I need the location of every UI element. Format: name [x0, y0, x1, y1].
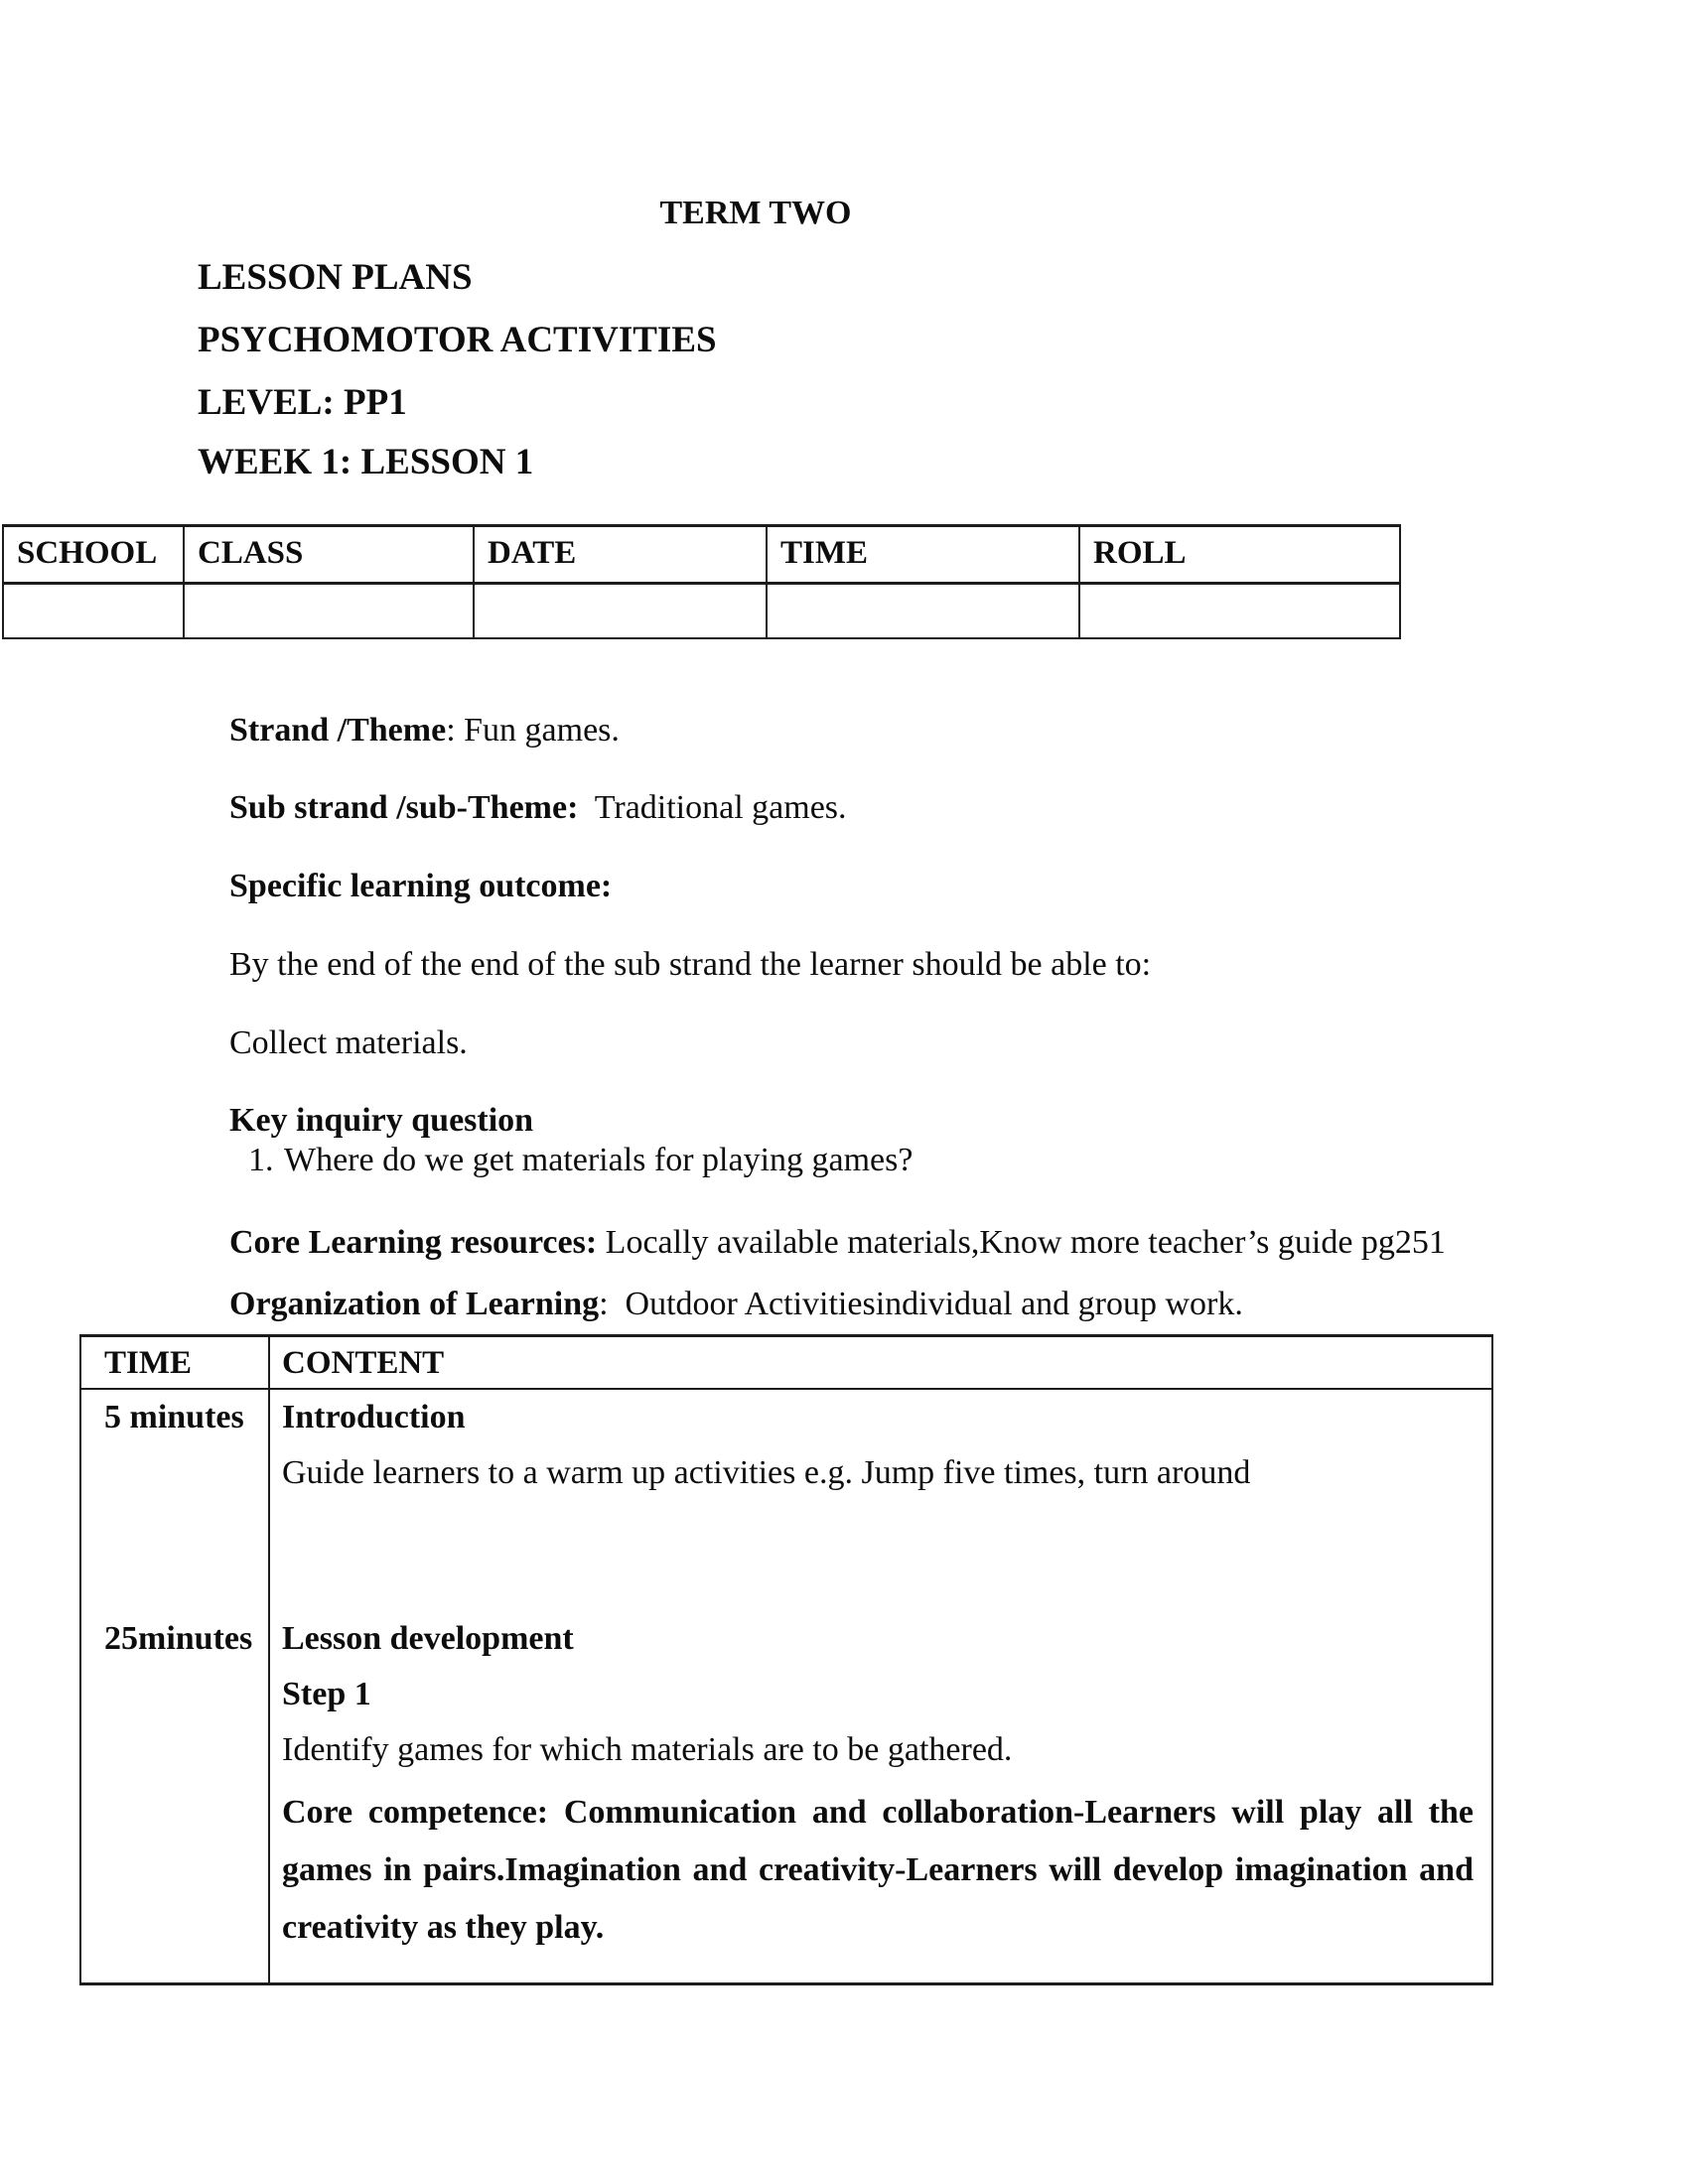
- info-header-time: TIME: [767, 526, 1079, 584]
- info-header-class: CLASS: [184, 526, 474, 584]
- key-inquiry-label: Key inquiry question: [229, 1101, 534, 1139]
- schedule-content-column: [270, 1390, 1491, 1982]
- info-cell-date: [474, 584, 767, 639]
- info-cell-time: [767, 584, 1079, 639]
- info-cell-school: [3, 584, 184, 639]
- core-resources-value: Locally available materials,Know more teacher’s guide pg251: [597, 1223, 1446, 1261]
- schedule-table: [79, 1334, 1493, 1985]
- content-introduction-title: Introduction: [282, 1399, 466, 1435]
- schedule-time-row2: 25minutes: [104, 1620, 253, 1657]
- content-step-label: Step 1: [282, 1676, 371, 1712]
- heading-level: LEVEL: PP1: [198, 382, 407, 423]
- info-table-blank-row: [3, 584, 1400, 639]
- schedule-header-time: TIME: [81, 1337, 270, 1390]
- inquiry-item-question: Where do we get materials for playing games?: [284, 1142, 914, 1178]
- content-identify-games: Identify games for which materials are to be gathered.: [282, 1731, 1013, 1768]
- info-cell-roll: [1079, 584, 1400, 639]
- specific-outcome-label: Specific learning outcome:: [229, 867, 613, 904]
- page-title: TERM TWO: [659, 195, 852, 231]
- content-introduction-body: Guide learners to a warm up activities e.g. Jump five times, turn around: [282, 1454, 1251, 1491]
- schedule-time-column: [81, 1390, 270, 1982]
- content-core-competence: Core competence: Communication and collaboration-Learners will play all the games in pairs.Imagination and creativity-Learners will develop imagination and creativity as they play.: [282, 1794, 1474, 1946]
- info-table: [2, 524, 1401, 639]
- heading-lesson-plans: LESSON PLANS: [198, 257, 473, 298]
- schedule-time-row1: 5 minutes: [104, 1399, 244, 1435]
- info-header-school: SCHOOL: [3, 526, 184, 584]
- schedule-header-content: CONTENT: [270, 1337, 1491, 1390]
- info-header-date: DATE: [474, 526, 767, 584]
- core-resources-label: Core Learning resources:: [229, 1223, 598, 1261]
- strand-theme-label: Strand /Theme: [229, 711, 447, 749]
- collect-materials-text: Collect materials.: [229, 1024, 468, 1061]
- heading-psychomotor-activities: PSYCHOMOTOR ACTIVITIES: [198, 320, 717, 360]
- outcome-intro-text: By the end of the end of the sub strand the learner should be able to:: [229, 945, 1152, 983]
- organization-label: Organization of Learning: [229, 1285, 600, 1322]
- inquiry-item-number: 1.: [248, 1142, 274, 1178]
- info-cell-class: [184, 584, 474, 639]
- inquiry-list-item: [248, 1142, 913, 1179]
- heading-week-lesson: WEEK 1: LESSON 1: [198, 442, 534, 482]
- info-header-roll: ROLL: [1079, 526, 1400, 584]
- strand-theme-value: : Fun games.: [446, 711, 620, 749]
- info-table-header-row: [3, 526, 1400, 584]
- sub-strand-value: Traditional games.: [578, 788, 847, 826]
- content-lesson-development-title: Lesson development: [282, 1620, 574, 1657]
- organization-value: : Outdoor Activitiesindividual and group work.: [599, 1285, 1243, 1322]
- sub-strand-label: Sub strand /sub-Theme:: [229, 788, 579, 826]
